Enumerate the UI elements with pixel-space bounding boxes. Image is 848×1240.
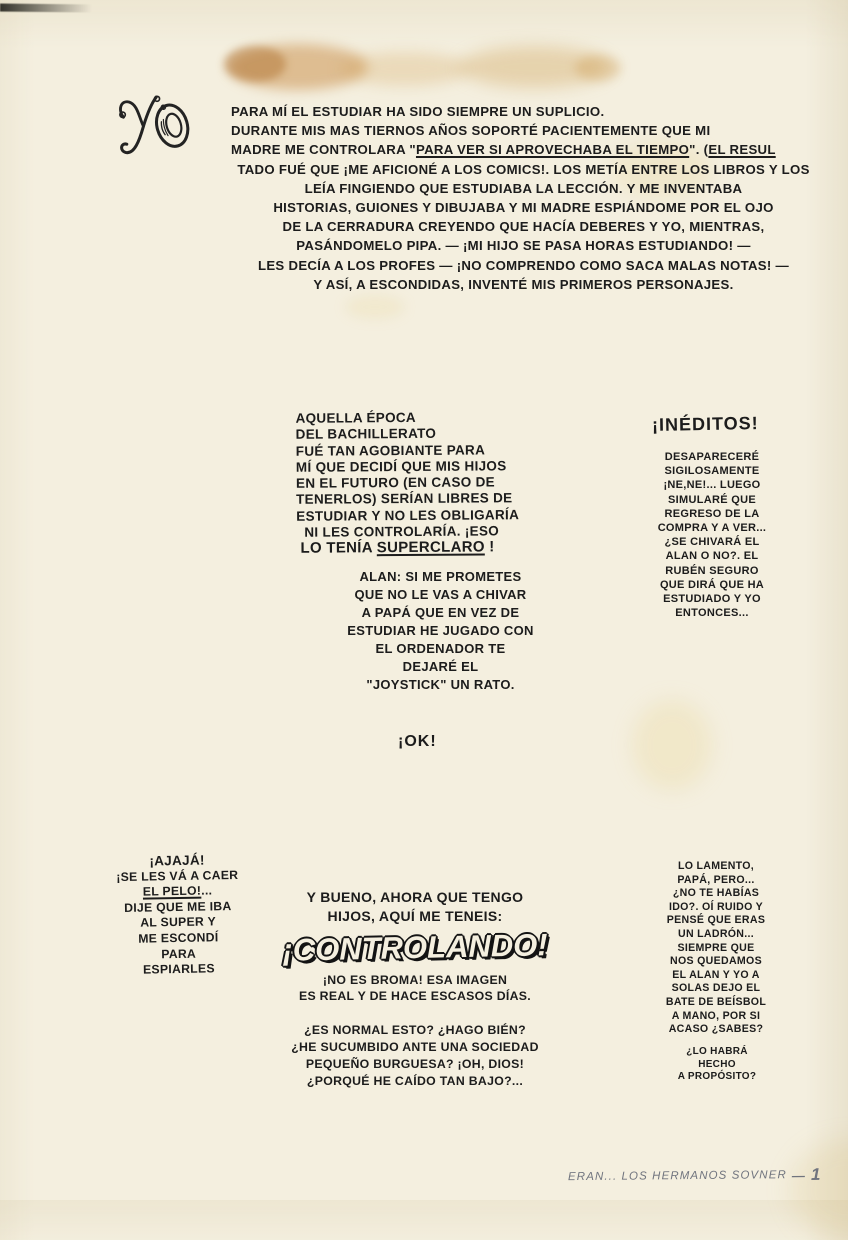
ineditos-note xyxy=(642,450,782,620)
text-line: ¡NE,NE!... LUEGO xyxy=(663,479,761,492)
text-line: REGRESO DE LA xyxy=(664,507,760,520)
proposito-note xyxy=(662,1046,772,1084)
text-line: DEJARÉ EL xyxy=(402,659,479,674)
controlando-title: ¡CONTROLANDO! xyxy=(282,927,548,968)
text-line: DURANTE MIS MAS TIERNOS AÑOS SOPORTÉ PACIENTEMENTE QUE MI xyxy=(231,123,711,139)
page-number: 1 xyxy=(810,1164,822,1184)
paper-stain xyxy=(345,295,405,319)
text-line: EL ORDENADOR TE xyxy=(375,641,506,656)
text-line: ¿PORQUÉ HE CAÍDO TAN BAJO?... xyxy=(306,1074,524,1088)
text-line: EL PELO!... xyxy=(142,883,213,899)
coffee-stain xyxy=(460,46,610,88)
paper-stain xyxy=(632,700,712,790)
text-line: ALAN: SI ME PROMETES xyxy=(359,569,522,584)
ajaja-note xyxy=(91,852,265,980)
intro-centered-lines xyxy=(231,160,816,294)
text-line: ES REAL Y DE HACE ESCASOS DÍAS. xyxy=(298,989,532,1003)
controlando-block xyxy=(282,888,548,1090)
text-line: FUÉ TAN AGOBIANTE PARA xyxy=(295,442,486,459)
text-line: EN EL FUTURO (EN CASO DE xyxy=(295,474,496,491)
text-line: ¡AJAJÁ! xyxy=(149,852,205,869)
footer-caption: ERAN... LOS HERMANOS SOVNER xyxy=(567,1169,787,1184)
text-line: Y BUENO, AHORA QUE TENGO xyxy=(306,889,524,905)
text-line: PEQUEÑO BURGUESA? ¡OH, DIOS! xyxy=(305,1057,525,1071)
footer-dash: — xyxy=(791,1167,807,1183)
text-line: PASÁNDOMELO PIPA. — ¡MI HIJO SE PASA HORAS ESTUDIANDO! — xyxy=(296,238,751,254)
text-line: LO LAMENTO, xyxy=(677,860,755,872)
text-line: HISTORIAS, GUIONES Y DIBUJABA Y MI MADRE ESPIÁNDOME POR EL OJO xyxy=(273,200,774,216)
text-line: TENERLOS) SERÍAN LIBRES DE xyxy=(296,490,513,508)
text-line: MÍ QUE DECIDÍ QUE MIS HIJOS xyxy=(295,458,507,475)
alan-dialogue xyxy=(318,568,563,694)
text-line: SIEMPRE QUE xyxy=(677,941,755,954)
text-line: AL SUPER Y xyxy=(140,914,217,931)
text-line: "JOYSTICK" UN RATO. xyxy=(366,677,515,692)
text-line: ¿SE CHIVARÁ EL xyxy=(664,536,760,549)
text-line: LES DECÍA A LOS PROFES — ¡NO COMPRENDO COMO SACA MALAS NOTAS! — xyxy=(257,257,790,273)
text-line: ¡SE LES VÁ A CAER xyxy=(116,867,239,884)
text-line: PARA xyxy=(161,946,197,961)
text-line: ¿HE SUCUMBIDO ANTE UNA SOCIEDAD xyxy=(291,1040,539,1054)
coffee-stain xyxy=(228,44,368,90)
text-line: ESPIARLES xyxy=(142,961,215,977)
text-line: RUBÉN SEGURO xyxy=(665,564,759,577)
text-line: UN LADRÓN... xyxy=(678,927,754,940)
controlando-questions xyxy=(282,1022,548,1090)
text-line: ENTONCES... xyxy=(675,607,749,620)
text-line: DE LA CERRADURA CREYENDO QUE HACÍA DEBERES Y YO, MIENTRAS, xyxy=(282,219,765,235)
controlando-intro-lines xyxy=(282,888,548,926)
yo-logo-drawing xyxy=(110,80,194,168)
text-line: DIJE QUE ME IBA xyxy=(124,898,232,915)
text-line: ¿ES NORMAL ESTO? ¿HAGO BIÉN? xyxy=(304,1023,526,1037)
text-line: NOS QUEDAMOS xyxy=(670,955,762,968)
text-line: ESTUDIADO Y YO xyxy=(663,593,761,606)
intro-paragraph xyxy=(231,102,816,294)
text-line: MADRE ME CONTROLARA "PARA VER SI APROVECHABA EL TIEMPO". (EL RESUL xyxy=(231,142,776,158)
text-line: ¿LO HABRÁ xyxy=(686,1046,748,1057)
text-line: ESTUDIAR Y NO LES OBLIGARÍA xyxy=(296,507,520,524)
text-line: PENSÉ QUE ERAS xyxy=(666,914,766,927)
text-line: DESAPARECERÉ xyxy=(664,451,760,463)
text-line: ACASO ¿SABES? xyxy=(668,1023,764,1036)
text-line: COMPRA Y A VER... xyxy=(657,522,767,535)
text-line: QUE NO LE VAS A CHIVAR xyxy=(354,587,527,602)
text-line: A PROPÓSITO? xyxy=(677,1071,757,1082)
yo-logo xyxy=(110,80,194,168)
text-line: HECHO xyxy=(698,1058,736,1070)
lamento-note xyxy=(652,860,780,1037)
text-line: A PAPÁ QUE EN VEZ DE xyxy=(361,605,520,620)
text-line: BATE DE BEÍSBOL xyxy=(665,995,767,1008)
text-line: PAPÁ, PERO... xyxy=(677,873,755,886)
text-line: QUE DIRÁ QUE HA xyxy=(659,578,765,591)
intro-left-lines xyxy=(231,102,816,160)
text-line: EL ALAN Y YO A xyxy=(672,968,760,981)
text-line: LO TENÍA SUPERCLARO ! xyxy=(300,538,495,558)
text-line: ALAN O NO?. EL xyxy=(665,550,759,563)
scan-edge-artifact xyxy=(0,4,92,13)
text-line: SOLAS DEJO EL xyxy=(671,982,761,995)
coffee-stain xyxy=(340,52,470,86)
controlando-after-lines xyxy=(282,972,548,1004)
text-line: SIGILOSAMENTE xyxy=(664,465,760,478)
ok-reply: ¡OK! xyxy=(398,733,437,750)
text-line: SIMULARÉ QUE xyxy=(668,493,756,506)
text-line: ¿NO TE HABÍAS xyxy=(672,887,760,900)
text-line: A MANO, POR SI xyxy=(671,1009,761,1022)
coffee-stain xyxy=(575,55,621,81)
bachillerato-note xyxy=(295,409,519,557)
text-line: AQUELLA ÉPOCA xyxy=(295,409,416,426)
text-line: NI LES CONTROLARÍA. ¡ESO xyxy=(304,523,500,540)
text-line: ESTUDIAR HE JUGADO CON xyxy=(347,623,534,638)
text-line: LEÍA FINGIENDO QUE ESTUDIABA LA LECCIÓN. Y ME INVENTABA xyxy=(304,180,743,196)
page-footer xyxy=(568,1165,822,1187)
text-line: IDO?. OÍ RUIDO Y xyxy=(668,900,764,913)
text-line: HIJOS, AQUÍ ME TENEIS: xyxy=(327,908,503,924)
text-line: Y ASÍ, A ESCONDIDAS, INVENTÉ MIS PRIMEROS PERSONAJES. xyxy=(313,276,734,292)
text-line: DEL BACHILLERATO xyxy=(295,426,437,443)
text-line: ¡NO ES BROMA! ESA IMAGEN xyxy=(322,973,508,987)
coffee-stain xyxy=(224,46,286,82)
paper-stain xyxy=(790,1140,848,1240)
text-line: ME ESCONDÍ xyxy=(138,930,219,946)
ineditos-title: ¡INÉDITOS! xyxy=(651,413,759,435)
text-line: PARA MÍ EL ESTUDIAR HA SIDO SIEMPRE UN SUPLICIO. xyxy=(231,104,605,119)
text-line: TADO FUÉ QUE ¡ME AFICIONÉ A LOS COMICS!. LOS METÍA ENTRE LOS LIBROS Y LOS xyxy=(237,161,810,177)
